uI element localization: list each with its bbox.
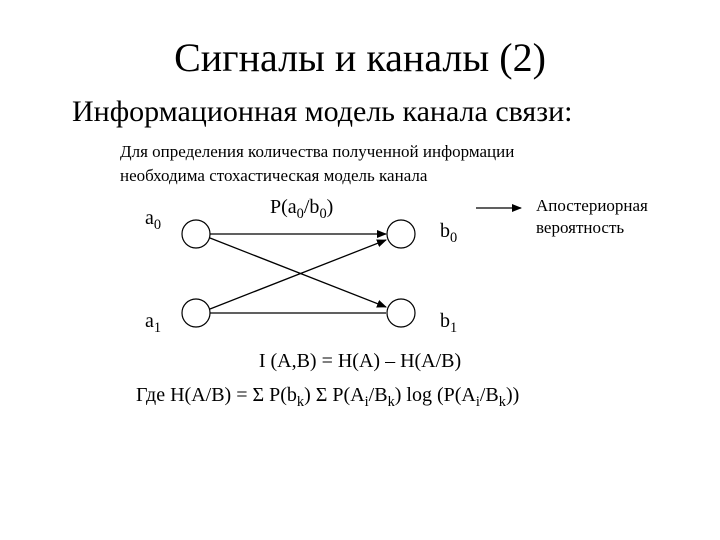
- slide-title: Сигналы и каналы (2): [174, 35, 546, 80]
- edge-a1-b0: [210, 240, 386, 309]
- note-line-2: вероятность: [536, 218, 625, 237]
- note-line-1: Апостериорная: [536, 196, 648, 215]
- node-b1-circle: [387, 299, 415, 327]
- mutual-information-formula: I (A,B) = H(A) – H(A/B): [258, 350, 462, 372]
- node-b1-label: $b_1$: [440, 310, 458, 336]
- node-a1-circle: [182, 299, 210, 327]
- conditional-entropy-formula: Где H(A/B) = Σ $P(b_k)$ Σ $P(A_i/B_k)$ $\log (P(A_i/B_k))$: [136, 384, 520, 410]
- aposteriori-note: [536, 195, 648, 239]
- node-a0-circle: [182, 220, 210, 248]
- node-a1-label: $a_1$: [145, 310, 162, 336]
- node-b0-label: $b_0$: [440, 220, 458, 246]
- description-line-2: необходима стохастическая модель канала: [120, 166, 428, 185]
- slide-subtitle: Информационная модель канала связи:: [72, 95, 573, 128]
- node-b0-circle: [387, 220, 415, 248]
- transition-probability-label: $P(a_0/b_0)$: [270, 196, 334, 222]
- edge-a0-b1: [210, 238, 386, 307]
- description-line-1: Для определения количества полученной информации: [120, 142, 515, 161]
- node-a0-label: $a_0$: [145, 207, 162, 233]
